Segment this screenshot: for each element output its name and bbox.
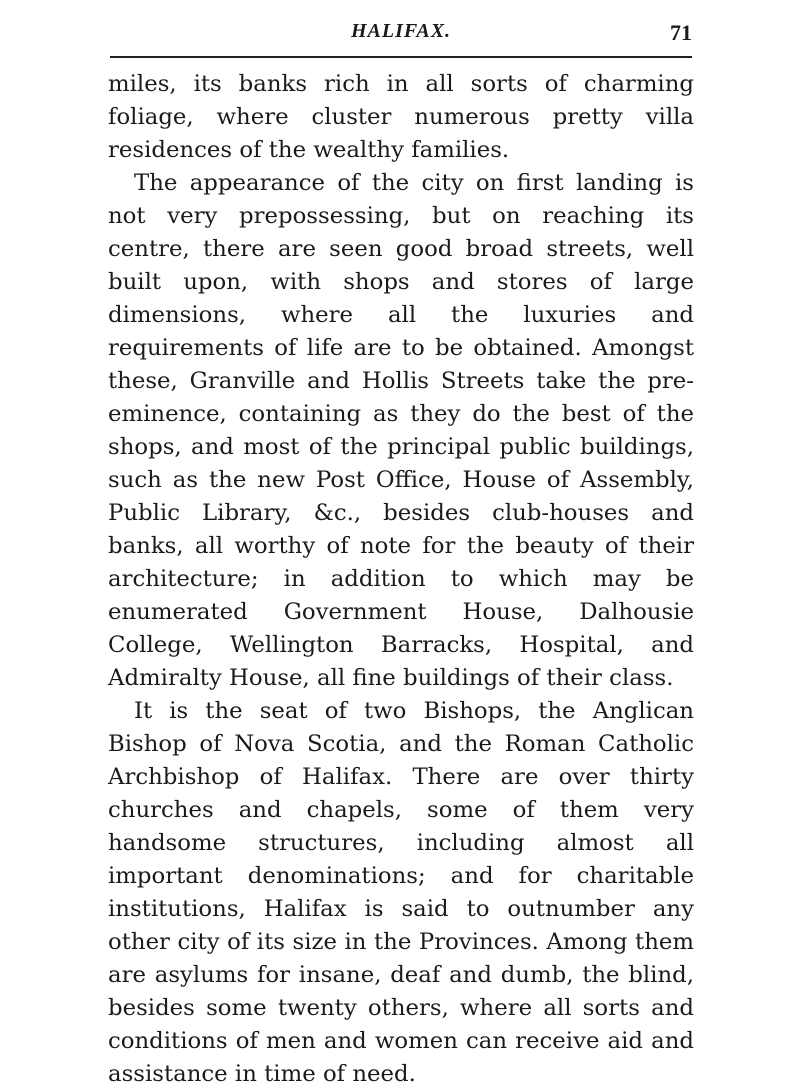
header-rule [110, 56, 692, 58]
page-number: 71 [670, 20, 692, 45]
paragraph-continuation: miles, its banks rich in all sorts of charming foliage, where cluster numerous pretty villa residences of the wealthy families. [108, 71, 694, 163]
paragraph-city-description: The appearance of the city on first landing is not very prepossessing, but on reaching its centre, there are seen good broad streets, well built upon, with shops and stores of large dimensions, where all the luxuries and requirements of life are to be obtained. Amongst these, Granville and Hollis Streets take the pre-eminence, containing as they do the best of the shops, and most of the principal public buildings, such as the new Post Office, House of Assembly, Public Library, &c., besides club-houses and banks, all worthy of note for the beauty of their architecture; in addition to which may be enumerated Government House, Dalhousie College, Wellington Barracks, Hospital, and Admiralty House, all fine buildings of their class. [108, 170, 694, 691]
running-head [110, 16, 692, 56]
body-text [108, 68, 694, 1091]
running-title: HALIFAX. [350, 20, 452, 42]
paragraph-bishops-churches: It is the seat of two Bishops, the Anglican Bishop of Nova Scotia, and the Roman Catholic Archbishop of Halifax. There are over thirty churches and chapels, some of them very handsome structures, including almost all important denominations; and for charitable institutions, Halifax is said to outnumber any other city of its size in the Provinces. Among them are asylums for insane, deaf and dumb, the blind, besides some twenty others, where all sorts and conditions of men and women can receive aid and assistance in time of need. [108, 698, 694, 1087]
